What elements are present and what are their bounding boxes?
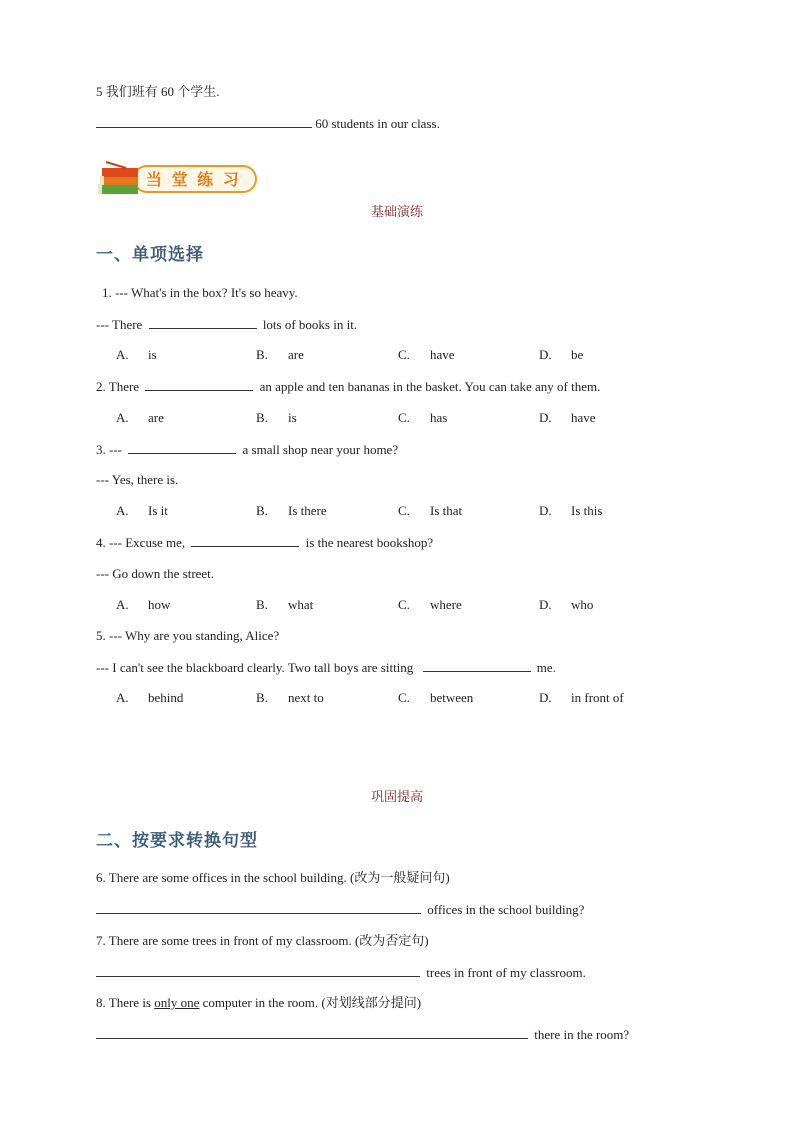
- answer-blank[interactable]: [149, 316, 257, 329]
- q1-line1: 1. --- What's in the box? It's so heavy.: [102, 285, 298, 300]
- q4-prefix: 4. --- Excuse me,: [96, 535, 186, 550]
- q3-line2: --- Yes, there is.: [96, 472, 179, 487]
- q5-option-d[interactable]: D. in front of: [539, 690, 624, 705]
- q3-option-b[interactable]: B. Is there: [256, 503, 327, 518]
- q5-translation-answer-line: [96, 115, 440, 132]
- q5-option-c[interactable]: C. between: [398, 690, 474, 705]
- q2-option-d[interactable]: D. have: [539, 410, 596, 425]
- q3-options: [0, 503, 794, 519]
- q4-option-d[interactable]: D. who: [539, 597, 594, 612]
- q3-suffix: a small shop near your home?: [242, 442, 399, 457]
- q3-option-d[interactable]: D. Is this: [539, 503, 603, 518]
- q5-prefix: --- I can't see the blackboard clearly. Two tall boys are sitting: [96, 660, 414, 675]
- answer-blank[interactable]: [423, 659, 531, 672]
- advanced-practice-title: 巩固提高: [370, 789, 423, 804]
- q5-line1: 5. --- Why are you standing, Alice?: [96, 628, 280, 643]
- answer-blank[interactable]: [145, 378, 253, 391]
- q2-suffix: an apple and ten bananas in the basket. You can take any of them.: [259, 379, 601, 394]
- q2-option-c[interactable]: C. has: [398, 410, 448, 425]
- answer-blank[interactable]: [96, 964, 420, 977]
- q7-answer-line: [96, 964, 586, 981]
- answer-blank[interactable]: [128, 441, 236, 454]
- q8-prompt: 8. There is only one computer in the room. (对划线部分提问): [96, 995, 422, 1010]
- q3-prefix: 3. ---: [96, 442, 122, 457]
- basic-practice-title: 基础演练: [370, 204, 423, 219]
- q2-options: [0, 410, 794, 426]
- q1-option-c[interactable]: C. have: [398, 347, 455, 362]
- q4-line2: --- Go down the street.: [96, 566, 215, 581]
- q4-suffix: is the nearest bookshop?: [305, 535, 434, 550]
- q7-prompt: 7. There are some trees in front of my classroom. (改为否定句): [96, 933, 429, 948]
- section1-heading: 一、单项选择: [96, 245, 204, 265]
- q1-option-a[interactable]: A. is: [116, 347, 157, 362]
- q6-suffix: offices in the school building?: [427, 902, 585, 917]
- answer-blank[interactable]: [96, 901, 421, 914]
- q1-suffix: lots of books in it.: [262, 317, 358, 332]
- q8-answer-line: [96, 1026, 629, 1043]
- q5-line2: [96, 659, 556, 676]
- q1-option-b[interactable]: B. are: [256, 347, 304, 362]
- q5-options: [0, 690, 794, 706]
- q1-prefix: --- There: [96, 317, 143, 332]
- q2-prefix: 2. There: [96, 379, 140, 394]
- q2-line: [96, 378, 600, 395]
- answer-blank[interactable]: [191, 534, 299, 547]
- q8-suffix: there in the room?: [534, 1027, 630, 1042]
- practice-banner: [96, 158, 260, 198]
- q5-option-b[interactable]: B. next to: [256, 690, 324, 705]
- q1-line2: [96, 316, 357, 333]
- q3-line: [96, 441, 398, 458]
- q5-option-a[interactable]: A. behind: [116, 690, 184, 705]
- answer-blank[interactable]: [96, 115, 312, 128]
- q2-option-a[interactable]: A. are: [116, 410, 164, 425]
- q6-prompt: 6. There are some offices in the school building. (改为一般疑问句): [96, 870, 450, 885]
- q5-translation-suffix: 60 students in our class.: [315, 116, 440, 131]
- q4-option-a[interactable]: A. how: [116, 597, 171, 612]
- banner-text: 当 堂 练 习: [146, 170, 241, 189]
- q1-option-d[interactable]: D. be: [539, 347, 584, 362]
- q3-option-c[interactable]: C. Is that: [398, 503, 463, 518]
- section2-heading: 二、按要求转换句型: [96, 831, 258, 851]
- q1-options: [0, 347, 794, 363]
- q4-line: [96, 534, 433, 551]
- underlined-phrase: only one: [154, 995, 200, 1010]
- q4-options: [0, 597, 794, 613]
- q5-suffix: me.: [536, 660, 556, 675]
- q5-translation-prompt: 5 我们班有 60 个学生.: [96, 84, 220, 99]
- q4-option-b[interactable]: B. what: [256, 597, 314, 612]
- q7-suffix: trees in front of my classroom.: [426, 965, 586, 980]
- q2-option-b[interactable]: B. is: [256, 410, 297, 425]
- q6-answer-line: [96, 901, 584, 918]
- q3-option-a[interactable]: A. Is it: [116, 503, 168, 518]
- answer-blank[interactable]: [96, 1026, 528, 1039]
- q4-option-c[interactable]: C. where: [398, 597, 462, 612]
